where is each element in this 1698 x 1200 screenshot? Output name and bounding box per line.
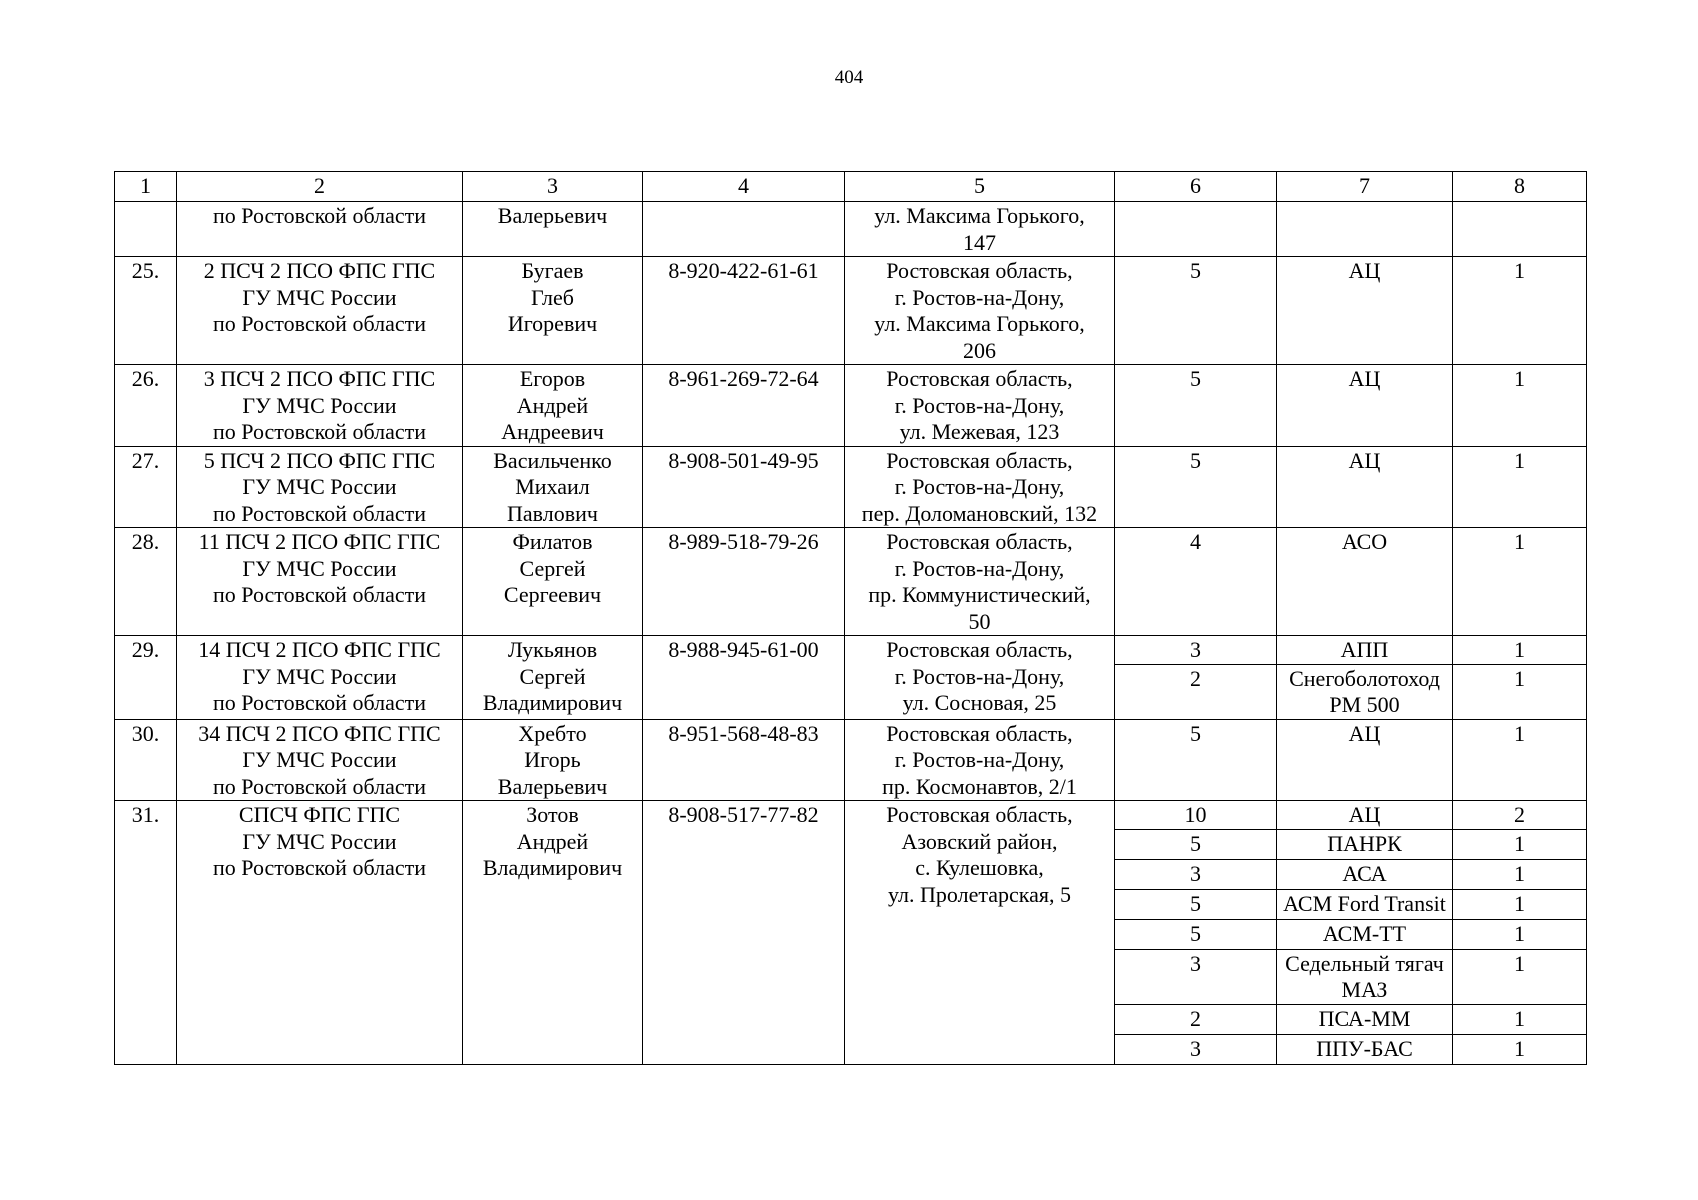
cell-person-line: Андрей bbox=[516, 392, 589, 418]
cell-equipment-type: АСА bbox=[1277, 859, 1453, 889]
cell-organization-line: по Ростовской области bbox=[212, 500, 426, 526]
cell-quantity: 1 bbox=[1453, 365, 1587, 447]
cell-organization bbox=[177, 446, 463, 528]
cell-organization-line: 5 ПСЧ 2 ПСО ФПС ГПС bbox=[203, 447, 436, 473]
cell-number: 25. bbox=[115, 257, 177, 365]
cell-person-line: Сергей bbox=[519, 555, 586, 581]
cell-address bbox=[845, 719, 1115, 801]
cell-organization-line: по Ростовской области bbox=[212, 773, 426, 799]
cell-person-line: Андрей bbox=[516, 828, 589, 854]
cell-person-line: Владимирович bbox=[482, 855, 623, 880]
cell-address-line: пер. Доломановский, 132 bbox=[861, 500, 1098, 526]
cell-equipment-type: АСМ-ТТ bbox=[1277, 919, 1453, 949]
cell-address-line: г. Ростов-на-Дону, bbox=[894, 663, 1065, 689]
cell-phone: 8-961-269-72-64 bbox=[643, 365, 845, 447]
cell-person-line: Игорь bbox=[524, 747, 581, 772]
cell-quantity: 1 bbox=[1453, 949, 1587, 1004]
fire-units-table bbox=[114, 171, 1587, 1065]
table-row bbox=[115, 365, 1587, 447]
cell-quantity: 1 bbox=[1453, 528, 1587, 636]
cell-quantity: 1 bbox=[1453, 636, 1587, 665]
cell-quantity: 1 bbox=[1453, 1034, 1587, 1064]
cell-person-line: Андреевич bbox=[501, 419, 604, 444]
cell-equipment-type bbox=[1277, 202, 1453, 257]
cell-equipment-type: АСО bbox=[1277, 528, 1453, 636]
cell-count: 4 bbox=[1115, 528, 1277, 636]
cell-equipment-type: АСМ Ford Transit bbox=[1277, 889, 1453, 919]
cell-organization-line: ГУ МЧС России bbox=[242, 747, 397, 772]
cell-organization-line: по Ростовской области bbox=[212, 582, 426, 607]
cell-count: 5 bbox=[1115, 829, 1277, 859]
cell-number: 30. bbox=[115, 719, 177, 801]
cell-address-line: Ростовская область, bbox=[886, 529, 1073, 554]
cell-person-line: Михаил bbox=[515, 474, 590, 499]
cell-person-line: Егоров bbox=[519, 366, 586, 391]
cell-count: 3 bbox=[1115, 859, 1277, 889]
cell-quantity: 2 bbox=[1453, 801, 1587, 830]
cell-organization-line: СПСЧ ФПС ГПС bbox=[238, 802, 401, 827]
cell-count: 5 bbox=[1115, 719, 1277, 801]
cell-address-line: Ростовская область, bbox=[886, 802, 1073, 827]
cell-address-line: г. Ростов-на-Дону, bbox=[894, 555, 1065, 581]
cell-count bbox=[1115, 202, 1277, 257]
cell-person bbox=[463, 365, 643, 447]
cell-phone bbox=[643, 202, 845, 257]
cell-address-line: с. Кулешовка, bbox=[915, 855, 1044, 880]
cell-equipment-type: АЦ bbox=[1277, 801, 1453, 830]
cell-person-line: Валерьевич bbox=[497, 203, 608, 228]
cell-organization-line: ГУ МЧС России bbox=[242, 828, 397, 854]
cell-person-line: Валерьевич bbox=[497, 773, 608, 799]
cell-organization bbox=[177, 528, 463, 636]
cell-address-line: г. Ростов-на-Дону, bbox=[894, 747, 1065, 772]
cell-person bbox=[463, 528, 643, 636]
cell-person-line: Глеб bbox=[530, 284, 574, 310]
cell-organization bbox=[177, 801, 463, 1065]
cell-person-line: Васильченко bbox=[493, 447, 612, 473]
cell-phone: 8-908-501-49-95 bbox=[643, 446, 845, 528]
cell-person bbox=[463, 719, 643, 801]
cell-number bbox=[115, 202, 177, 257]
page-number: 404 bbox=[834, 67, 864, 88]
cell-address bbox=[845, 636, 1115, 720]
cell-person-line: Хребто bbox=[518, 720, 587, 746]
cell-organization-line: 34 ПСЧ 2 ПСО ФПС ГПС bbox=[198, 720, 441, 746]
cell-count: 5 bbox=[1115, 446, 1277, 528]
cell-address-line: г. Ростов-на-Дону, bbox=[894, 284, 1065, 310]
cell-quantity: 1 bbox=[1453, 1004, 1587, 1034]
cell-organization-line: 11 ПСЧ 2 ПСО ФПС ГПС bbox=[198, 529, 441, 554]
cell-number: 27. bbox=[115, 446, 177, 528]
column-header: 8 bbox=[1453, 172, 1587, 202]
cell-person-line: Лукьянов bbox=[507, 637, 598, 662]
cell-organization-line: по Ростовской области bbox=[212, 203, 426, 228]
cell-address-line: 147 bbox=[963, 229, 996, 255]
cell-address-line: ул. Максима Горького, bbox=[874, 203, 1085, 228]
cell-equipment-type: АПП bbox=[1277, 636, 1453, 665]
cell-quantity: 1 bbox=[1453, 719, 1587, 801]
cell-address-line: пр. Космонавтов, 2/1 bbox=[882, 773, 1077, 799]
column-header: 4 bbox=[643, 172, 845, 202]
table-row bbox=[115, 636, 1587, 665]
table-body bbox=[115, 172, 1587, 1065]
cell-equipment-type: АЦ bbox=[1277, 719, 1453, 801]
cell-person-line: Зотов bbox=[526, 802, 579, 827]
cell-number: 28. bbox=[115, 528, 177, 636]
cell-address-line: Ростовская область, bbox=[886, 637, 1073, 662]
column-header: 6 bbox=[1115, 172, 1277, 202]
cell-address-line: 50 bbox=[968, 608, 991, 634]
cell-person-line: Филатов bbox=[512, 529, 593, 554]
cell-count: 3 bbox=[1115, 1034, 1277, 1064]
cell-address bbox=[845, 801, 1115, 1065]
cell-organization bbox=[177, 202, 463, 257]
cell-equipment-type: ППУ-БАС bbox=[1277, 1034, 1453, 1064]
cell-address-line: Ростовская область, bbox=[886, 720, 1073, 746]
cell-number: 29. bbox=[115, 636, 177, 720]
cell-address-line: Ростовская область, bbox=[886, 258, 1073, 283]
column-header: 7 bbox=[1277, 172, 1453, 202]
cell-organization bbox=[177, 365, 463, 447]
cell-number: 31. bbox=[115, 801, 177, 1065]
cell-address-line: ул. Максима Горького, bbox=[874, 311, 1085, 336]
cell-address bbox=[845, 202, 1115, 257]
cell-person-line: Владимирович bbox=[482, 690, 623, 715]
cell-organization-line: по Ростовской области bbox=[212, 855, 426, 880]
cell-count: 5 bbox=[1115, 365, 1277, 447]
cell-person-line: Павлович bbox=[507, 500, 598, 526]
cell-address bbox=[845, 446, 1115, 528]
cell-address-line: г. Ростов-на-Дону, bbox=[894, 474, 1065, 499]
cell-number: 26. bbox=[115, 365, 177, 447]
cell-organization-line: ГУ МЧС России bbox=[242, 474, 397, 499]
cell-address bbox=[845, 365, 1115, 447]
column-header: 5 bbox=[845, 172, 1115, 202]
cell-organization-line: 3 ПСЧ 2 ПСО ФПС ГПС bbox=[203, 366, 436, 391]
table-row bbox=[115, 528, 1587, 636]
cell-address-line: Азовский район, bbox=[901, 828, 1058, 854]
cell-person-line: Сергеевич bbox=[503, 582, 602, 607]
cell-person bbox=[463, 202, 643, 257]
cell-organization-line: ГУ МЧС России bbox=[242, 284, 397, 310]
cell-organization-line: ГУ МЧС России bbox=[242, 555, 397, 581]
cell-equipment-type: ПСА-ММ bbox=[1277, 1004, 1453, 1034]
cell-count: 5 bbox=[1115, 257, 1277, 365]
cell-equipment-type: АЦ bbox=[1277, 257, 1453, 365]
cell-quantity: 1 bbox=[1453, 664, 1587, 719]
cell-equipment-type: ПАНРК bbox=[1277, 829, 1453, 859]
cell-address bbox=[845, 257, 1115, 365]
cell-person bbox=[463, 801, 643, 1065]
cell-count: 5 bbox=[1115, 919, 1277, 949]
cell-person-line: Сергей bbox=[519, 663, 586, 689]
table-row bbox=[115, 801, 1587, 830]
cell-equipment-type: АЦ bbox=[1277, 365, 1453, 447]
cell-person-line: Бугаев bbox=[521, 258, 584, 283]
cell-organization-line: 2 ПСЧ 2 ПСО ФПС ГПС bbox=[203, 258, 436, 283]
cell-address-line: ул. Сосновая, 25 bbox=[902, 690, 1057, 715]
cell-address-line: пр. Коммунистический, bbox=[868, 582, 1091, 607]
cell-address bbox=[845, 528, 1115, 636]
cell-address-line: 206 bbox=[963, 337, 996, 363]
cell-count: 2 bbox=[1115, 1004, 1277, 1034]
cell-person bbox=[463, 257, 643, 365]
header-row bbox=[115, 172, 1587, 202]
cell-address-line: Ростовская область, bbox=[886, 366, 1073, 391]
cell-organization-line: ГУ МЧС России bbox=[242, 663, 397, 689]
cell-phone: 8-908-517-77-82 bbox=[643, 801, 845, 1065]
cell-organization-line: 14 ПСЧ 2 ПСО ФПС ГПС bbox=[198, 637, 441, 662]
cell-quantity: 1 bbox=[1453, 859, 1587, 889]
cell-address-line: ул. Межевая, 123 bbox=[899, 419, 1060, 444]
cell-count: 10 bbox=[1115, 801, 1277, 830]
cell-organization-line: по Ростовской области bbox=[212, 690, 426, 715]
cell-organization-line: по Ростовской области bbox=[212, 419, 426, 444]
table-row bbox=[115, 719, 1587, 801]
cell-count: 5 bbox=[1115, 889, 1277, 919]
cell-count: 2 bbox=[1115, 664, 1277, 719]
cell-address-line: Ростовская область, bbox=[886, 447, 1073, 473]
table-row bbox=[115, 257, 1587, 365]
cell-organization bbox=[177, 719, 463, 801]
column-header: 2 bbox=[177, 172, 463, 202]
cell-quantity: 1 bbox=[1453, 446, 1587, 528]
table-row bbox=[115, 446, 1587, 528]
cell-quantity: 1 bbox=[1453, 889, 1587, 919]
column-header: 1 bbox=[115, 172, 177, 202]
cell-person bbox=[463, 636, 643, 720]
cell-phone: 8-988-945-61-00 bbox=[643, 636, 845, 720]
continuation-row bbox=[115, 202, 1587, 257]
cell-phone: 8-989-518-79-26 bbox=[643, 528, 845, 636]
column-header: 3 bbox=[463, 172, 643, 202]
cell-person bbox=[463, 446, 643, 528]
cell-equipment-type: АЦ bbox=[1277, 446, 1453, 528]
cell-address-line: г. Ростов-на-Дону, bbox=[894, 392, 1065, 418]
cell-quantity: 1 bbox=[1453, 919, 1587, 949]
cell-quantity: 1 bbox=[1453, 257, 1587, 365]
cell-quantity bbox=[1453, 202, 1587, 257]
cell-organization bbox=[177, 636, 463, 720]
cell-equipment-type: Седельный тягач МАЗ bbox=[1277, 949, 1453, 1004]
cell-organization-line: по Ростовской области bbox=[212, 311, 426, 336]
cell-organization-line: ГУ МЧС России bbox=[242, 392, 397, 418]
cell-count: 3 bbox=[1115, 949, 1277, 1004]
cell-phone: 8-951-568-48-83 bbox=[643, 719, 845, 801]
cell-phone: 8-920-422-61-61 bbox=[643, 257, 845, 365]
cell-organization bbox=[177, 257, 463, 365]
cell-person-line: Игоревич bbox=[507, 311, 598, 336]
cell-quantity: 1 bbox=[1453, 829, 1587, 859]
cell-equipment-type: Снегоболотоход РМ 500 bbox=[1277, 664, 1453, 719]
cell-address-line: ул. Пролетарская, 5 bbox=[887, 881, 1071, 907]
cell-count: 3 bbox=[1115, 636, 1277, 665]
